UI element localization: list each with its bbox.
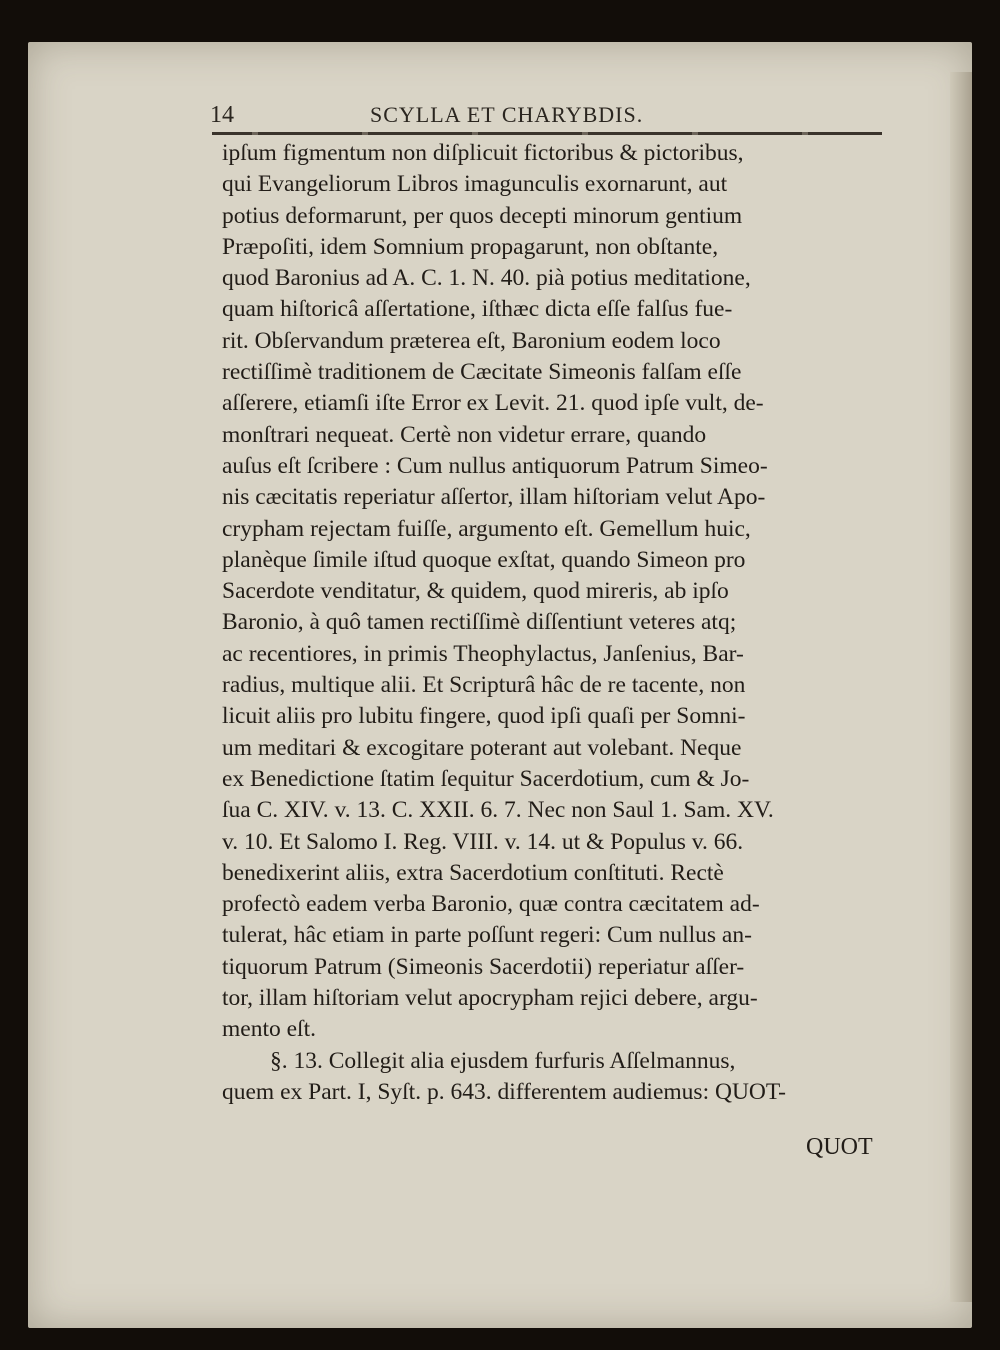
- text-line: mento eſt.: [222, 1016, 316, 1043]
- text-line: um meditari & excogitare poterant aut volebant. Neque: [222, 734, 742, 761]
- text-line: ex Benedictione ſtatim ſequitur Sacerdotium, cum & Jo-: [222, 765, 750, 792]
- text-line: quem ex Part. I, Syſt. p. 643. differentem audiemus: QUOT-: [222, 1078, 786, 1105]
- section-start-line: §. 13. Collegit alia ejusdem furfuris Aſſelmannus,: [270, 1047, 736, 1074]
- text-line: Præpoſiti, idem Somnium propagarunt, non obſtante,: [222, 233, 719, 260]
- text-line: qui Evangeliorum Libros imagunculis exornarunt, aut: [222, 171, 728, 198]
- text-line: nis cæcitatis reperiatur aſſertor, illam hiſtoriam velut Apo-: [222, 484, 766, 511]
- text-line: radius, multique alii. Et Scripturâ hâc de re tacente, non: [222, 672, 746, 699]
- text-body: [222, 138, 902, 1108]
- text-line: ac recentiores, in primis Theophylactus, Janſenius, Bar-: [222, 640, 744, 667]
- text-line: v. 10. Et Salomo I. Reg. VIII. v. 14. ut & Populus v. 66.: [222, 828, 744, 855]
- text-line: rectiſſimè traditionem de Cæcitate Simeonis falſam eſſe: [222, 359, 742, 386]
- text-line: crypham rejectam fuiſſe, argumento eſt. Gemellum huic,: [222, 515, 751, 542]
- text-line: licuit aliis pro lubitu fingere, quod ipſi quaſi per Somni-: [222, 703, 746, 730]
- text-line: monſtrari nequeat. Certè non videtur errare, quando: [222, 421, 707, 448]
- text-line: rit. Obſervandum præterea eſt, Baronium eodem loco: [222, 327, 721, 354]
- text-line: auſus eſt ſcribere : Cum nullus antiquorum Patrum Simeo-: [222, 452, 768, 479]
- text-line: ipſum figmentum non diſplicuit fictoribus & pictoribus,: [222, 140, 744, 166]
- text-line: aſſerere, etiamſi iſte Error ex Levit. 21. quod ipſe vult, de-: [222, 390, 764, 417]
- text-line: quam hiſtoricâ aſſertatione, iſthæc dicta eſſe falſus fue-: [222, 296, 733, 323]
- text-line: tiquorum Patrum (Simeonis Sacerdotii) reperiatur aſſer-: [222, 953, 745, 980]
- text-line: quod Baronius ad A. C. 1. N. 40. pià potius meditatione,: [222, 265, 751, 292]
- text-line: profectò eadem verba Baronio, quæ contra cæcitatem ad-: [222, 891, 760, 918]
- text-line: planèque ſimile iſtud quoque exſtat, quando Simeon pro: [222, 546, 746, 573]
- catchword: QUOT: [806, 1134, 873, 1160]
- page-edge: [950, 72, 972, 1302]
- text-line: Sacerdote venditatur, & quidem, quod mireris, ab ipſo: [222, 578, 729, 605]
- text-line: Baronio, à quô tamen rectiſſimè diſſentiunt veteres atq;: [222, 609, 737, 636]
- text-line: benedixerint aliis, extra Sacerdotium conſtituti. Rectè: [222, 859, 724, 886]
- text-line: tulerat, hâc etiam in parte poſſunt regeri: Cum nullus an-: [222, 922, 752, 949]
- page-header: [210, 100, 890, 134]
- running-head: SCYLLA ET CHARYBDIS.: [370, 102, 644, 127]
- text-line: potius deformarunt, per quos decepti minorum gentium: [222, 202, 743, 229]
- text-line: ſua C. XIV. v. 13. C. XXII. 6. 7. Nec non Saul 1. Sam. XV.: [222, 797, 774, 824]
- header-rule: [212, 132, 882, 135]
- text-line: tor, illam hiſtoriam velut apocrypham rejici debere, argu-: [222, 985, 758, 1012]
- page-number: 14: [210, 102, 234, 128]
